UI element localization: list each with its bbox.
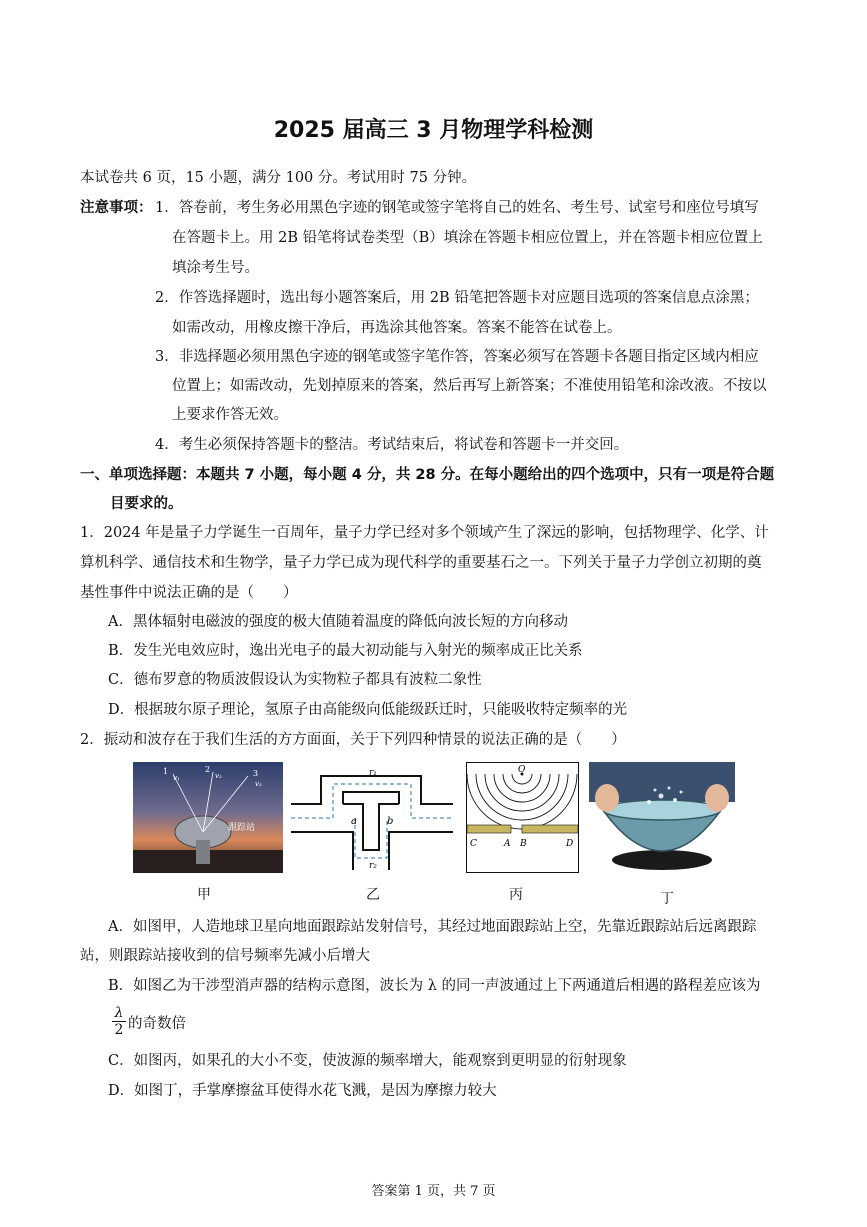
q1-option-d: D．根据玻尔原子理论，氢原子由高能级向低能级跃迁时，只能吸收特定频率的光 xyxy=(108,702,628,718)
q1-stem-line-1: 1．2024 年是量子力学诞生一百周年，量子力学已经对多个领域产生了深远的影响，包括物理学、化学、计 xyxy=(80,525,769,541)
q2-option-b-line-1: B．如图乙为干涉型消声器的结构示意图，波长为 λ 的同一声波通过上下两通道后相遇的路程差应该为 xyxy=(108,978,761,994)
figure-jia-tracking-station xyxy=(133,762,283,873)
intro-text: 本试卷共 6 页，15 小题，满分 100 分。考试用时 75 分钟。 xyxy=(80,170,477,186)
figure-yi-muffler xyxy=(291,762,453,873)
q1-option-a: A．黑体辐射电磁波的强度的极大值随着温度的降低向波长短的方向移动 xyxy=(108,614,568,630)
figure-jia-caption: 甲 xyxy=(197,887,211,903)
q2-option-b-line-2: 的奇数倍 xyxy=(128,1016,186,1032)
notice-2-line-2: 如需改动，用橡皮擦干净后，再选涂其他答案。答案不能答在试卷上。 xyxy=(172,320,622,336)
label-a: a xyxy=(351,816,357,827)
page-title: 2025 届高三 3 月物理学科检测 xyxy=(273,118,594,143)
q1-option-b: B．发生光电效应时，逸出光电子的最大初动能与入射光的频率成正比关系 xyxy=(108,643,583,659)
figure-bing-diffraction xyxy=(466,762,579,873)
r2-label: r₂ xyxy=(369,861,377,871)
figure-bing-caption: 丙 xyxy=(509,887,523,903)
v1-label: v₁ xyxy=(173,774,180,782)
label-A: A xyxy=(504,839,511,849)
station-label: 跟踪站 xyxy=(228,823,256,833)
notice-1-line-2: 在答题卡上。用 2B 铅笔将试卷类型（B）填涂在答题卡相应位置上，并在答题卡相应位置上 xyxy=(172,230,763,246)
sat-label-1: 1 xyxy=(163,767,169,776)
label-C: C xyxy=(470,839,477,849)
notice-3-line-3: 上要求作答无效。 xyxy=(172,407,288,423)
label-b: b xyxy=(387,816,394,827)
label-B: B xyxy=(520,839,527,849)
figure-ding-basin xyxy=(589,762,735,873)
notice-3-line-2: 位置上；如需改动，先划掉原来的答案，然后再写上新答案；不准使用铅笔和涂改液。不按以 xyxy=(172,378,767,394)
q1-option-c: C．德布罗意的物质波假设认为实物粒子都具有波粒二象性 xyxy=(108,672,482,688)
figure-ding-caption: 丁 xyxy=(660,891,674,907)
figure-yi-caption: 乙 xyxy=(366,887,380,903)
fraction-denominator: 2 xyxy=(114,1022,124,1038)
page-footer: 答案第 1 页，共 7 页 xyxy=(371,1184,496,1199)
v2-label: v₂ xyxy=(215,772,222,780)
section-1-heading-cont: 目要求的。 xyxy=(110,496,183,512)
fraction-numerator: λ xyxy=(112,1005,126,1022)
notice-2-line-1: 2．作答选择题时，选出每小题答案后，用 2B 铅笔把答题卡对应题目选项的答案信息点涂黑； xyxy=(155,290,759,306)
section-1-heading: 一、单项选择题：本题共 7 小题，每小题 4 分，共 28 分。在每小题给出的四个选项中，只有一项是符合题 xyxy=(80,467,775,483)
notice-1-line-3: 填涂考生号。 xyxy=(172,260,259,276)
q2-option-c: C．如图丙，如果孔的大小不变，使波源的频率增大，能观察到更明显的衍射现象 xyxy=(108,1053,627,1069)
label-D: D xyxy=(566,839,574,849)
q2-option-a-line-1: A．如图甲，人造地球卫星向地面跟踪站发射信号，其经过地面跟踪站上空，先靠近跟踪站后远离跟踪 xyxy=(108,919,757,935)
q2-stem: 2．振动和波存在于我们生活的方方面面，关于下列四种情景的说法正确的是（ ） xyxy=(80,732,626,748)
notice-3-line-1: 3．非选择题必须用黑色字迹的钢笔或签字笔作答，答案必须写在答题卡各题目指定区域内相应 xyxy=(155,349,759,365)
notice-1-line-1: 1．答卷前，考生务必用黑色字迹的钢笔或签字笔将自己的姓名、考生号、试室号和座位号填写 xyxy=(155,200,759,216)
label-O: O xyxy=(518,765,526,775)
lambda-over-2-fraction xyxy=(112,1005,126,1038)
notice-4-line-1: 4．考生必须保持答题卡的整洁。考试结束后，将试卷和答题卡一并交回。 xyxy=(155,437,629,453)
r1-label: r₁ xyxy=(369,768,377,778)
sat-label-3: 3 xyxy=(253,769,259,778)
q2-option-a-line-2: 站，则跟踪站接收到的信号频率先减小后增大 xyxy=(80,948,370,964)
notice-label: 注意事项： xyxy=(80,200,153,216)
q1-stem-line-3: 基性事件中说法正确的是（ ） xyxy=(80,585,298,601)
sat-label-2: 2 xyxy=(205,765,211,774)
v3-label: v₃ xyxy=(255,780,262,788)
q1-stem-line-2: 算机科学、通信技术和生物学，量子力学已成为现代科学的重要基石之一。下列关于量子力学创立初期的奠 xyxy=(80,555,762,571)
q2-option-d: D．如图丁，手掌摩擦盆耳使得水花飞溅，是因为摩擦力较大 xyxy=(108,1083,497,1099)
